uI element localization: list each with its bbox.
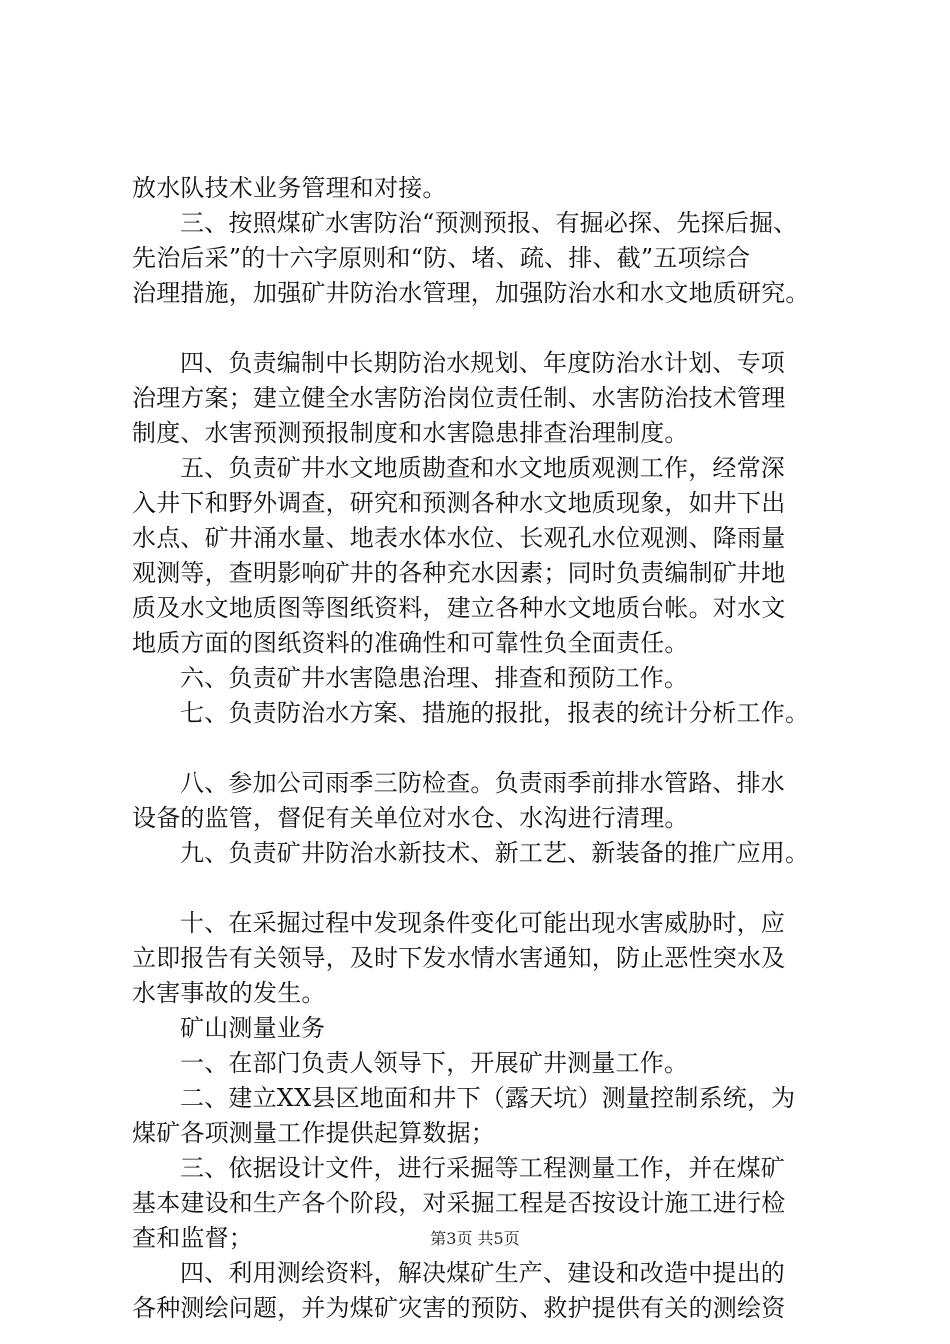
- text-line: 五、负责矿井水文地质勘查和水文地质观测工作，经常深: [180, 454, 785, 482]
- text-line: 质及水文地质图等图纸资料，建立各种水文地质台帐。对水文: [132, 594, 786, 622]
- text-line: 放水队技术业务管理和对接。: [132, 174, 447, 202]
- text-line: 水害事故的发生。: [132, 979, 326, 1007]
- text-line: 基本建设和生产各个阶段，对采掘工程是否按设计施工进行检: [132, 1189, 786, 1217]
- text-line: 查和监督；: [132, 1224, 253, 1252]
- text-line: 先治后采”的十六字原则和“防、堵、疏、排、截”五项综合: [132, 244, 751, 272]
- text-line: 十、在采掘过程中发现条件变化可能出现水害威胁时，应: [180, 909, 785, 937]
- text-line: 水点、矿井涌水量、地表水体水位、长观孔水位观测、降雨量: [132, 524, 786, 552]
- paragraph-gap: [132, 731, 847, 766]
- text-line: 矿山测量业务: [180, 1014, 326, 1042]
- text-line: 二、建立XX县区地面和井下（露天坑）测量控制系统，为: [180, 1084, 796, 1112]
- text-line: 煤矿各项测量工作提供起算数据；: [132, 1119, 495, 1147]
- paragraph-gap: [132, 311, 847, 346]
- text-line: 制度、水害预测预报制度和水害隐患排查治理制度。: [132, 419, 689, 447]
- text-line: 入井下和野外调查，研究和预测各种水文地质现象，如井下出: [132, 489, 786, 517]
- text-line: 立即报告有关领导，及时下发水情水害通知，防止恶性突水及: [132, 944, 786, 972]
- text-line: 地质方面的图纸资料的准确性和可靠性负全面责任。: [132, 629, 689, 657]
- text-line: 各种测绘问题，并为煤矿灾害的预防、救护提供有关的测绘资: [132, 1294, 786, 1322]
- text-line: 观测等，查明影响矿井的各种充水因素；同时负责编制矿井地: [132, 559, 786, 587]
- text-line: 三、按照煤矿水害防治“预测预报、有掘必探、先探后掘、: [180, 209, 798, 237]
- page-footer: 第3页 共5页: [430, 1229, 520, 1248]
- text-line: 设备的监管，督促有关单位对水仓、水沟进行清理。: [132, 804, 689, 832]
- text-line: 治理方案；建立健全水害防治岗位责任制、水害防治技术管理: [132, 384, 786, 412]
- text-line: 六、负责矿井水害隐患治理、排查和预防工作。: [180, 664, 689, 692]
- text-line: 四、负责编制中长期防治水规划、年度防治水计划、专项: [180, 349, 785, 377]
- text-line: 三、依据设计文件，进行采掘等工程测量工作，并在煤矿: [180, 1154, 785, 1182]
- paragraph-gap: [132, 871, 847, 906]
- text-line: 一、在部门负责人领导下，开展矿井测量工作。: [180, 1049, 689, 1077]
- document-body: [132, 171, 847, 1326]
- text-line: 治理措施，加强矿井防治水管理，加强防治水和水文地质研究。: [132, 279, 810, 307]
- text-line: 八、参加公司雨季三防检查。负责雨季前排水管路、排水: [180, 769, 785, 797]
- text-line: 九、负责矿井防治水新技术、新工艺、新装备的推广应用。: [180, 839, 810, 867]
- text-line: 四、利用测绘资料，解决煤矿生产、建设和改造中提出的: [180, 1259, 785, 1287]
- text-line: 七、负责防治水方案、措施的报批，报表的统计分析工作。: [180, 699, 810, 727]
